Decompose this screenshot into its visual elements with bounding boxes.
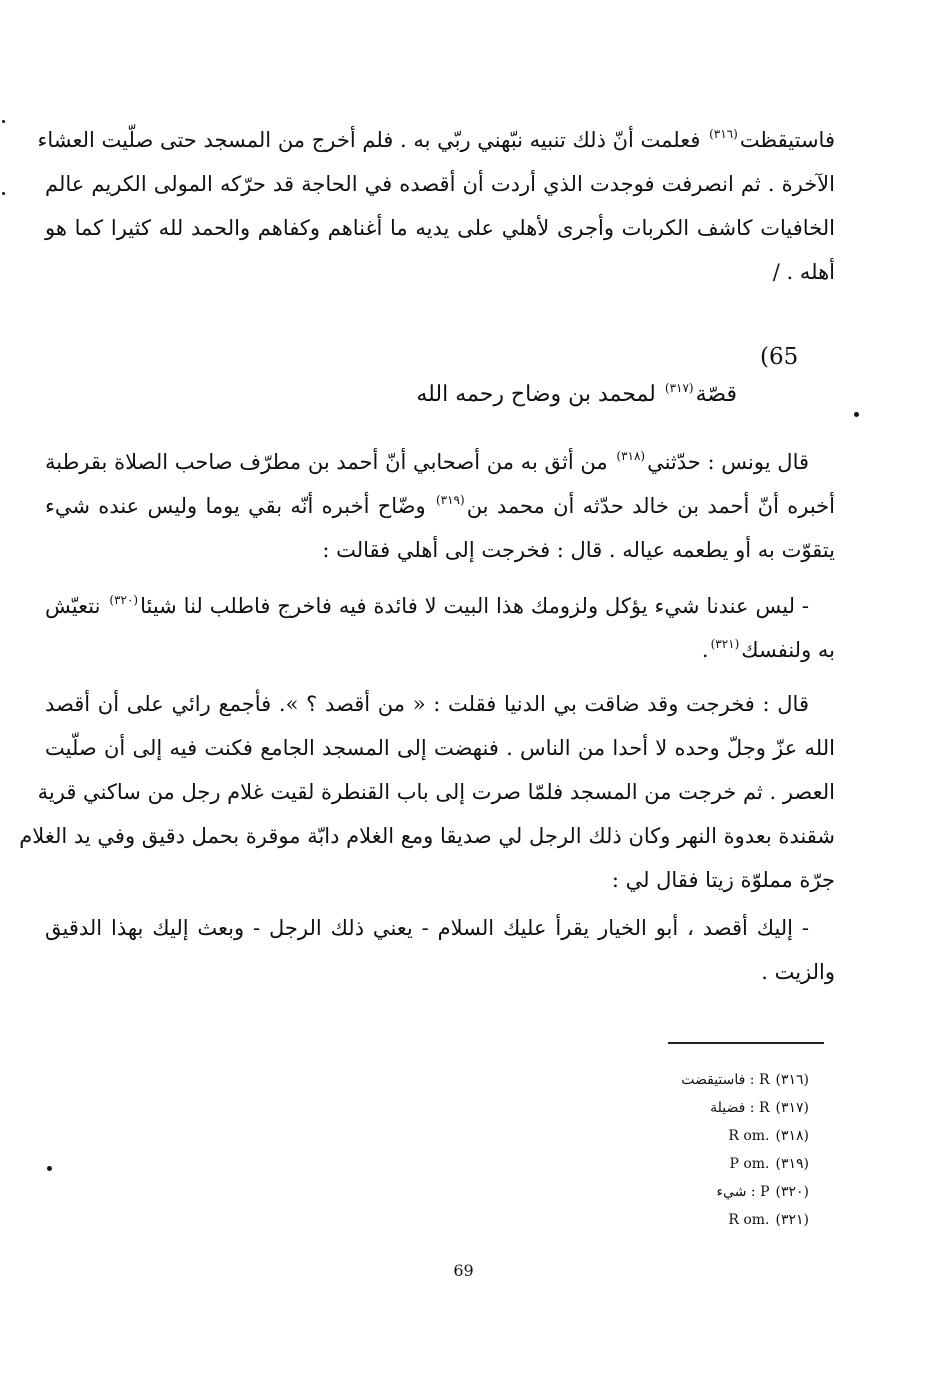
- scan-speck: [2, 192, 5, 195]
- footnote-item: (٣٢١)R om.: [728, 1212, 809, 1228]
- paragraph-2-line-3: يتقوّت به أو يطعمه عياله . قال : فخرجت إلى أهلي فقالت :: [322, 538, 835, 562]
- paragraph-5: [45, 906, 809, 950]
- footnote-item: (٣١٦)فاستيقضت : R: [681, 1072, 809, 1088]
- footnote-ref-316[interactable]: (٣١٦): [709, 127, 738, 141]
- footnote-ref-319[interactable]: (٣١٩): [435, 493, 465, 507]
- paragraph-3-cont: [45, 628, 835, 672]
- paragraph-5-line-2: والزيت .: [761, 960, 835, 984]
- footnote-item: (٣١٨)R om.: [728, 1128, 809, 1144]
- paragraph-1-line-3: الخافيات كاشف الكربات وأجرى لأهلي على يديه ما أغناهم وكفاهم والحمد لله كثيرا كما هو: [45, 216, 835, 240]
- paragraph-3-line-2: به ولنفسك$^{(٣٢١)}$.: [701, 637, 835, 662]
- paragraph-4-line-3: العصر . ثم خرجت من المسجد فلمّا صرت إلى باب القنطرة لقيت غلام رجل من ساكني قرية: [37, 780, 835, 804]
- paragraph-4: [45, 682, 809, 726]
- paragraph-4-cont: [19, 726, 835, 902]
- paragraph-1-line-4: أهله . /: [772, 260, 835, 284]
- footnote-item: (٣١٩)P om.: [729, 1156, 809, 1172]
- paragraph-2-line-2: أخبره أنّ أحمد بن خالد حدّثه أن محمد بن$^{(٣١٩)}$ وضّاح أخبره أنّه بقي يوما وليس عنده شيء: [45, 493, 835, 518]
- paragraph-5-cont: [45, 950, 835, 994]
- story-number: (65: [760, 344, 799, 370]
- paragraph-1-line-2: الآخرة . ثم انصرفت فوجدت الذي أردت أن أقصده في الحاجة قد حرّكه المولى الكريم عالم: [45, 172, 835, 196]
- paragraph-1: [37, 118, 835, 294]
- footnote-ref-321[interactable]: (٣٢١): [710, 637, 740, 651]
- paragraph-4-line-5: جرّة مملوّة زيتا فقال لي :: [611, 868, 835, 892]
- footnote-item: (٣٢٠)شيء : P: [716, 1184, 809, 1200]
- paragraph-4-line-2: الله عزّ وجلّ وحده لا أحدا من الناس . فنهضت إلى المسجد الجامع فكنت فيه إلى أن صلّيت: [45, 736, 835, 760]
- paragraph-2-cont: [45, 484, 835, 572]
- paragraph-3-line-1: - ليس عندنا شيء يؤكل ولزومك هذا البيت لا فائدة فيه فاخرج فاطلب لنا شيئا$^{(٣٢٠)}$ نتعيّش: [45, 593, 810, 618]
- footnote-list: [569, 1066, 809, 1234]
- footnote-separator: [668, 1042, 824, 1044]
- footnote-item: (٣١٧)فضيلة : R: [710, 1100, 809, 1116]
- story-title: قصّة$^{(٣١٧)}$ لمحمد بن وضاح رحمه الله: [416, 381, 737, 407]
- footnote-ref-317[interactable]: (٣١٧): [664, 381, 694, 395]
- paragraph-5-line-1: - إليك أقصد ، أبو الخيار يقرأ عليك السلام - يعني ذلك الرجل - وبعث إليك بهذا الدقيق: [45, 916, 809, 940]
- footnote-ref-320[interactable]: (٣٢٠): [109, 593, 139, 607]
- scan-speck: [47, 1166, 52, 1171]
- scan-speck: [854, 412, 859, 417]
- paragraph-3: [45, 584, 809, 628]
- paragraph-4-line-1: قال : فخرجت وقد ضاقت بي الدنيا فقلت : « من أقصد ؟ ». فأجمع رائي على أن أقصد: [45, 692, 809, 716]
- paragraph-4-line-4: شقندة بعدوة النهر وكان ذلك الرجل لي صديقا ومع الغلام دابّة موقرة بحمل دقيق وفي يد الغلام: [19, 824, 835, 848]
- page-number: 69: [453, 1261, 474, 1280]
- paragraph-2-line-1: قال يونس : حدّثني$^{(٣١٨)}$ من أثق به من أصحابي أنّ أحمد بن مطرّف صاحب الصلاة بقرطبة: [45, 449, 810, 474]
- paragraph-1-line-1: فاستيقظت$^{(٣١٦)}$ فعلمت أنّ ذلك تنبيه نبّهني ربّي به . فلم أخرج من المسجد حتى صلّيت العشاء: [37, 127, 835, 152]
- footnote-ref-318[interactable]: (٣١٨): [616, 449, 646, 463]
- paragraph-2: [45, 440, 809, 484]
- scan-speck: [2, 120, 5, 123]
